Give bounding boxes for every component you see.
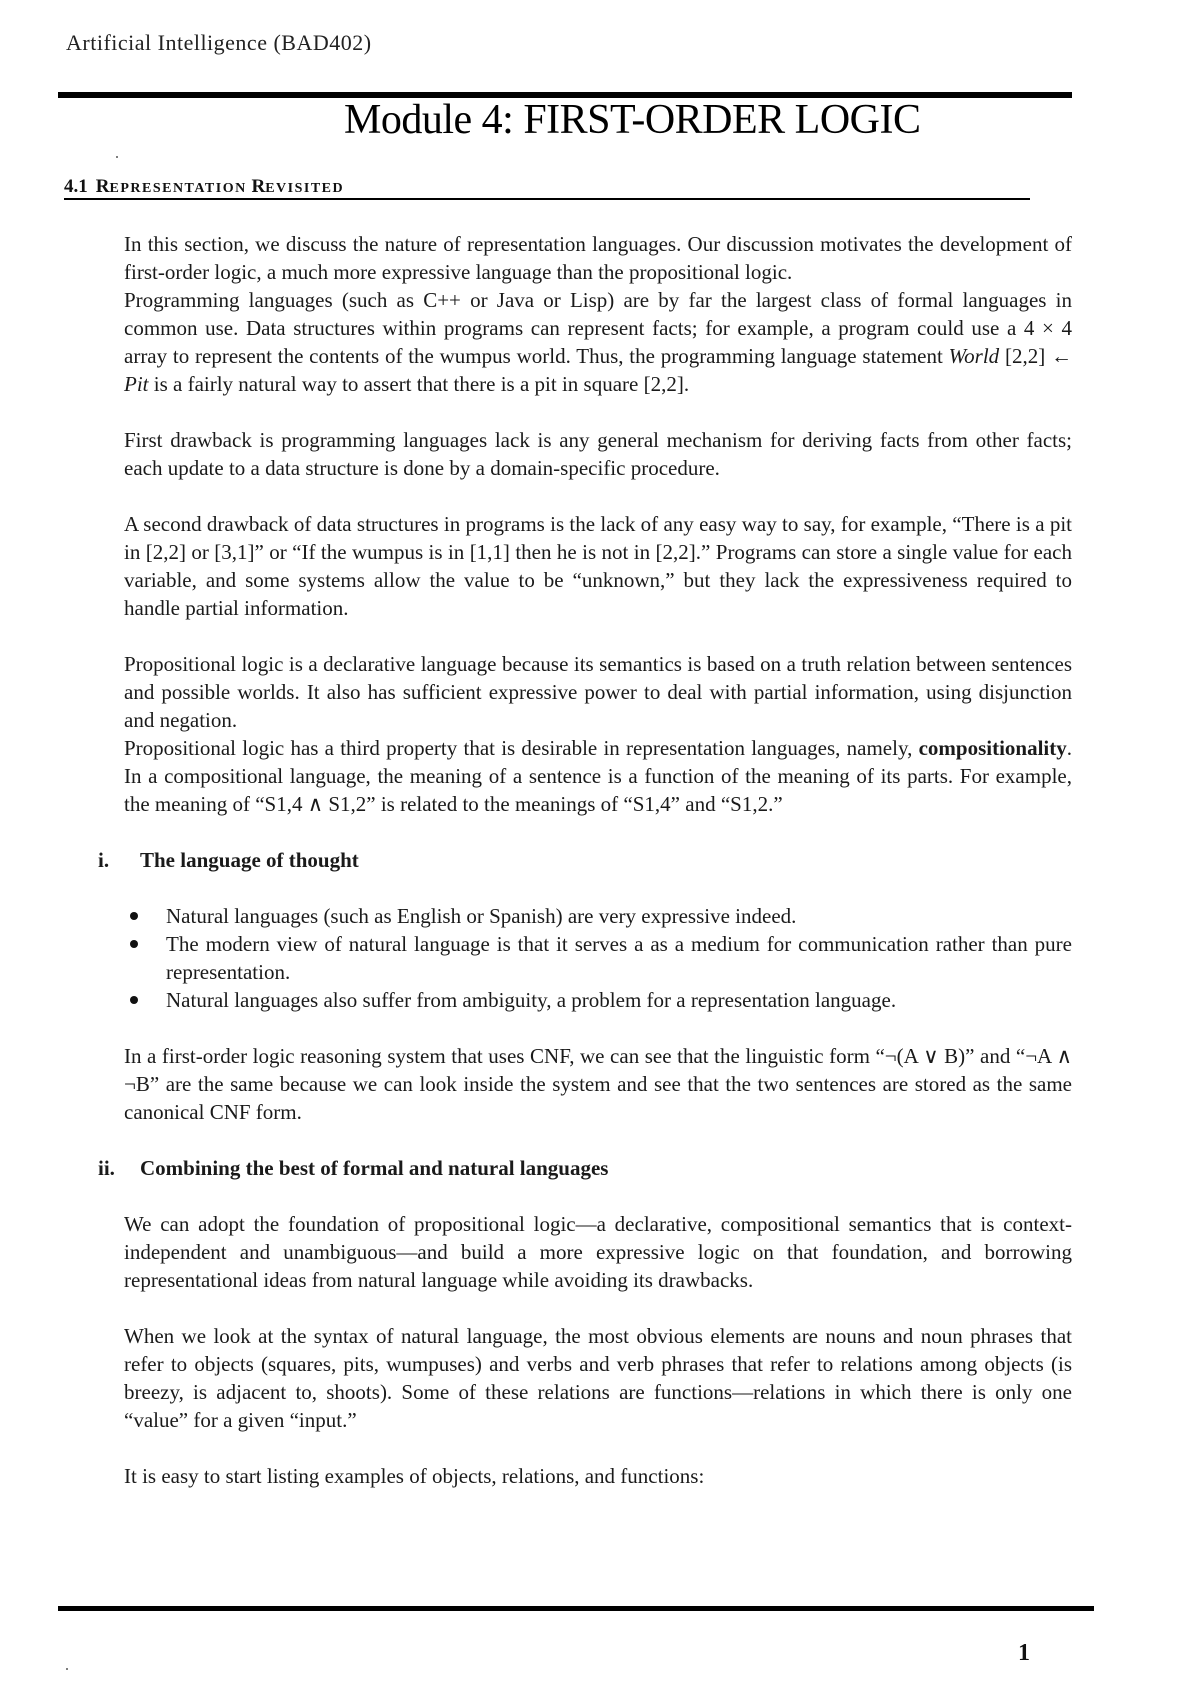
footer-rule xyxy=(58,1606,1094,1611)
paragraph-syntax: When we look at the syntax of natural language, the most obvious elements are nouns and noun phrases that refer to objects (squares, pits, wumpuses) and verbs and verb phrases that refer to relations among objects (is breezy, is adjacent to, shoots). Some of these relations are functions—relations in which there is only one “value” for a given “input.” xyxy=(124,1324,1072,1432)
list-item: Natural languages (such as English or Spanish) are very expressive indeed. xyxy=(124,902,1072,930)
list-item: The modern view of natural language is that it serves a as a medium for communication rather than pure representation. xyxy=(124,930,1072,986)
section-title-initial-2: R xyxy=(251,176,266,197)
paragraph-intro: In this section, we discuss the nature of representation languages. Our discussion motivates the development of first-order logic, a much more expressive language than the propositional logic. xyxy=(124,232,1072,284)
bullet-icon xyxy=(130,996,138,1004)
page-number: 1 xyxy=(1018,1640,1030,1666)
bullet-icon xyxy=(130,912,138,920)
subsection-heading-combining: ii. Combining the best of formal and natural languages xyxy=(98,1156,609,1180)
paragraph-second-drawback: A second drawback of data structures in programs is the lack of any easy way to say, for example, “There is a pit in [2,2] or [3,1]” or “If the wumpus is in [1,1] then he is not in [2,2].” Programs can store a single value for each variable, and some systems allow the value to be “unknown,” but they lack the expressiveness required to handle partial information. xyxy=(124,512,1072,620)
stray-dot xyxy=(66,1668,68,1670)
running-header: Artificial Intelligence (BAD402) xyxy=(66,30,372,55)
bullet-list xyxy=(124,902,1072,1014)
module-title: Module 4: FIRST-ORDER LOGIC xyxy=(344,97,921,143)
paragraph-compositionality: Propositional logic has a third property that is desirable in representation languages, namely, compositionality. In a compositional language, the meaning of a sentence is a function of the meaning of its parts. For example, the meaning of “S1,4 ∧ S1,2” is related to the meanings of “S1,4” and “S1,2.” xyxy=(124,736,1072,816)
paragraph-first-drawback: First drawback is programming languages lack is any general mechanism for deriving facts from other facts; each update to a data structure is done by a domain-specific procedure. xyxy=(124,428,1072,480)
section-title-rest: EPRESENTATION xyxy=(109,181,247,196)
term-compositionality: compositionality xyxy=(918,736,1067,760)
paragraph-foundation: We can adopt the foundation of propositional logic—a declarative, compositional semantics that is context-independent and unambiguous—and build a more expressive logic on that foundation, and borrowing representational ideas from natural language while avoiding its drawbacks. xyxy=(124,1212,1072,1292)
stray-dot xyxy=(116,156,118,158)
paragraph-programming-languages: Programming languages (such as C++ or Java or Lisp) are by far the largest class of formal languages in common use. Data structures within programs can represent facts; for example, a program could use a 4 × 4 array to represent the contents of the wumpus world. Thus, the programming language statement World [2,2] ← Pit is a fairly natural way to assert that there is a pit in square [2,2]. xyxy=(124,288,1072,396)
paragraph-examples: It is easy to start listing examples of objects, relations, and functions: xyxy=(124,1464,705,1488)
section-number: 4.1 xyxy=(64,176,88,197)
body-text xyxy=(98,230,1072,1490)
section-title-initial: R xyxy=(95,176,110,197)
term-world: World xyxy=(948,344,1000,368)
term-pit: Pit xyxy=(124,372,149,396)
section-heading xyxy=(64,176,1030,200)
list-item: Natural languages also suffer from ambiguity, a problem for a representation language. xyxy=(124,986,1072,1014)
section-title-rest-2: EVISITED xyxy=(265,181,345,196)
paragraph-propositional-logic: Propositional logic is a declarative language because its semantics is based on a truth relation between sentences and possible worlds. It also has sufficient expressive power to deal with partial information, using disjunction and negation. xyxy=(124,652,1072,732)
subsection-heading-language-of-thought: i. The language of thought xyxy=(98,848,359,872)
paragraph-cnf: In a first-order logic reasoning system that uses CNF, we can see that the linguistic form “¬(A ∨ B)” and “¬A ∧ ¬B” are the same because we can look inside the system and see that the two sentences are stored as the same canonical CNF form. xyxy=(124,1044,1072,1124)
bullet-icon xyxy=(130,940,138,948)
